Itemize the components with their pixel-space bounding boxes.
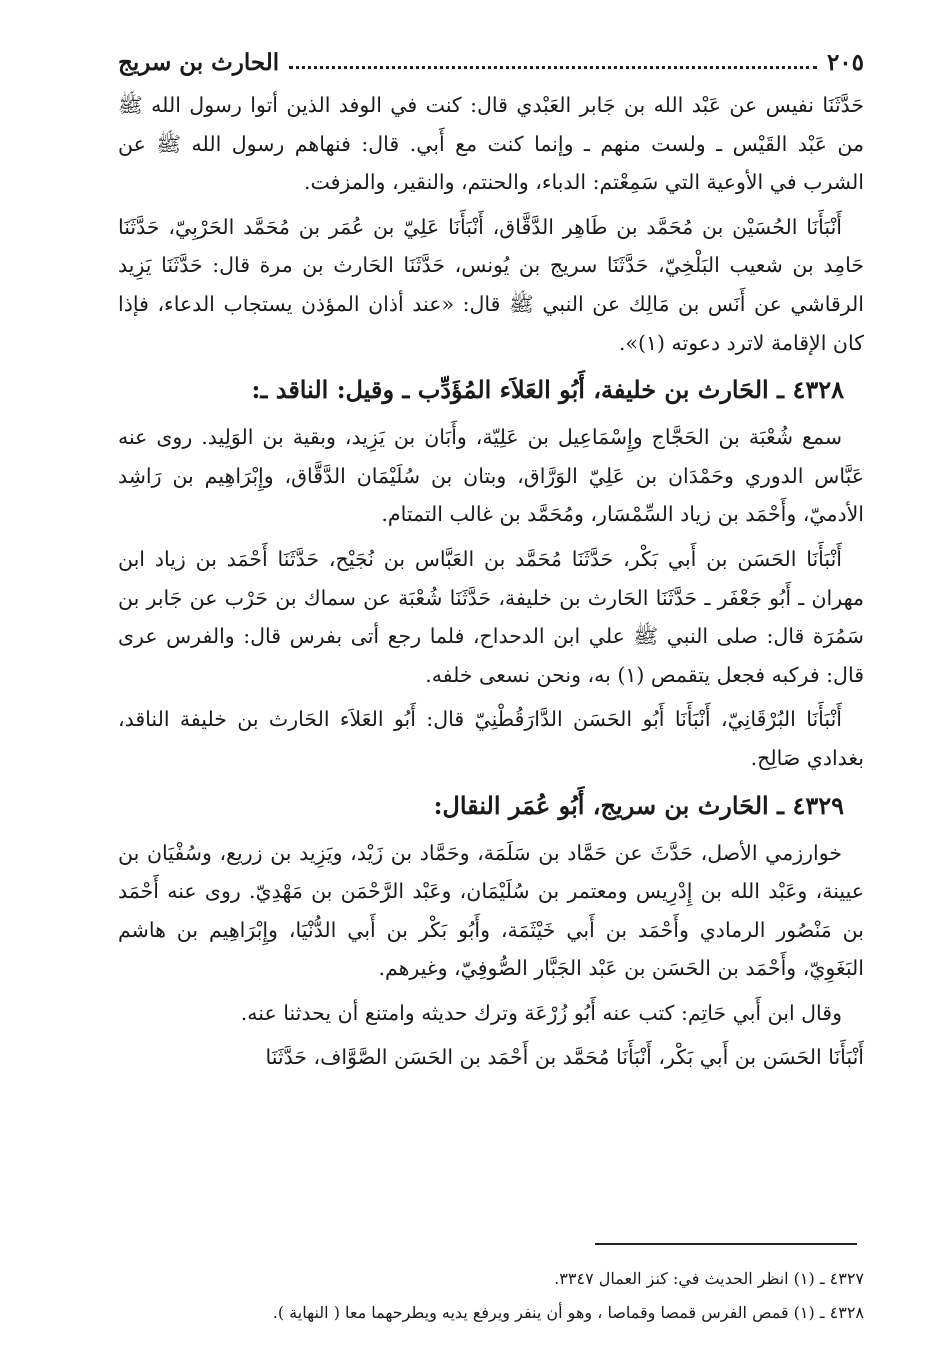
running-title: الحارث بن سريج	[118, 48, 280, 76]
paragraph-2: أَنْبَأَنَا الحُسَيْن بن مُحَمَّد بن طَاهِر الدَّقَّاق، أَنْبَأَنَا عَلِيّ بن عُمَر بن مُحَمَّد الحَرْبِيّ، حَدَّثَنَا حَامِد بن شعيب البَلْخِيّ، حَدَّثَنَا سريج بن يُونس، حَدَّثَنَا الحَارث بن مرة قال: حَدَّثَنَا يَزِيد الرقاشي عن أَنَس بن مَالِك عن النبي ﷺ قال: «عند أذان المؤذن يستجاب الدعاء، فإذا كان الإقامة لاترد دعوته (١)».	[118, 214, 864, 355]
footnote-2: ٤٣٢٨ ـ (١) قمص الفرس قمصا وقماصا ، وهو أن ينفر ويرفع يديه ويطرحهما معا ( النهاية ).	[272, 1303, 864, 1322]
entry-heading-4329: ٤٣٢٩ ـ الحَارث بن سريج، أَبُو عُمَر النقال:	[433, 790, 844, 820]
paragraph-7: وقال ابن أَبي حَاتِم: كتب عنه أَبُو زُرْعَة وترك حديثه وامتنع أن يحدثنا عنه.	[240, 1000, 842, 1025]
footnote-separator	[595, 1243, 857, 1245]
header-dot-leader	[289, 66, 817, 69]
footnote-1: ٤٣٢٧ ـ (١) انظر الحديث في: كنز العمال ٣٣٤٧.	[554, 1269, 864, 1288]
paragraph-4: أَنْبَأَنَا الحَسَن بن أَبي بَكْر، حَدَّثَنَا مُحَمَّد بن العَبَّاس بن نُجَيْح، حَدَّثَنَا أَحْمَد بن زياد ابن مهران ـ أَبُو جَعْفَر ـ حَدَّثَنَا الحَارث بن خليفة، حَدَّثَنَا شُعْبَة عن سماك بن حَرْب عن جَابر بن سَمُرَة قال: صلى النبي ﷺ علي ابن الدحداح، فلما رجع أتى بفرس قال: والفرس عرى قال: فركبه فجعل يتقمص (١) به، ونحن نسعى خلفه.	[118, 546, 864, 687]
paragraph-3: سمع شُعْبَة بن الحَجَّاج وإِسْمَاعِيل بن عَلِيّة، وأَبَان بن يَزِيد، وبقية بن الوَلِيد. روى عنه عَبَّاس الدوري وحَمْدَان بن عَلِيّ الوَرَّاق، وبتان بن سُلَيْمَان الدَّقَّاق، وإِبْرَاهِيم بن رَاشِد الأدميّ، وأَحْمَد بن زياد السِّمْسَار، ومُحَمَّد بن غالب التمتام.	[118, 425, 864, 527]
page-header	[118, 40, 864, 84]
entry-heading-4328: ٤٣٢٨ ـ الحَارث بن خليفة، أَبُو العَلاَء المُؤَدِّب ـ وقيل: الناقد ـ:	[251, 375, 844, 405]
paragraph-5: أَنْبَأَنَا البُرْقَانِيّ، أَنْبَأَنَا أَبُو الحَسَن الدَّارَقُطْنِيّ قال: أَبُو العَلاَء الحَارث بن خليفة الناقد، بغدادي صَالِح.	[118, 707, 864, 770]
page-number: ٢٠٥	[826, 48, 864, 76]
paragraph-8: أَنْبَأَنَا الحَسَن بن أَبي بَكْر، أَنْبَأَنَا مُحَمَّد بن أَحْمَد بن الحَسَن الصَّوَّاف، حَدَّثَنَا	[265, 1045, 864, 1070]
main-text	[118, 86, 864, 1083]
paragraph-6: خوارزمي الأصل، حَدَّثَ عن حَمَّاد بن سَلَمَة، وحَمَّاد بن زَيْد، ويَزِيد بن زريع، وسُفْيَان بن عيينة، وعَبْد الله بن إِدْرِيس ومعتمر بن سُلَيْمَان، وعَبْد الرَّحْمَن بن مَهْدِيّ. روى عنه أَحْمَد بن مَنْصُور الرمادي وأَحْمَد بن أَبي خَيْثَمَة، وأَبُو بَكْر بن أَبي الدُّنْيَا، وإِبْرَاهِيم بن هاشم البَغَوِيّ، وأَحْمَد بن الحَسَن بن عَبْد الجَبَّار الصُّوفِيّ، وغيرهم.	[118, 840, 864, 981]
footnotes	[118, 1262, 864, 1330]
paragraph-1: حَدَّثَنَا نفيس عن عَبْد الله بن جَابر العَبْدي قال: كنت في الوفد الذين أتوا رسول الله ﷺ من عَبْد القَيْس ـ ولست منهم ـ وإنما كنت مع أَبي. قال: فنهاهم رسول الله ﷺ عن الشرب في الأوعية التي سَمِعْتم: الدباء، والحنتم، والنقير، والمزفت.	[118, 93, 864, 195]
